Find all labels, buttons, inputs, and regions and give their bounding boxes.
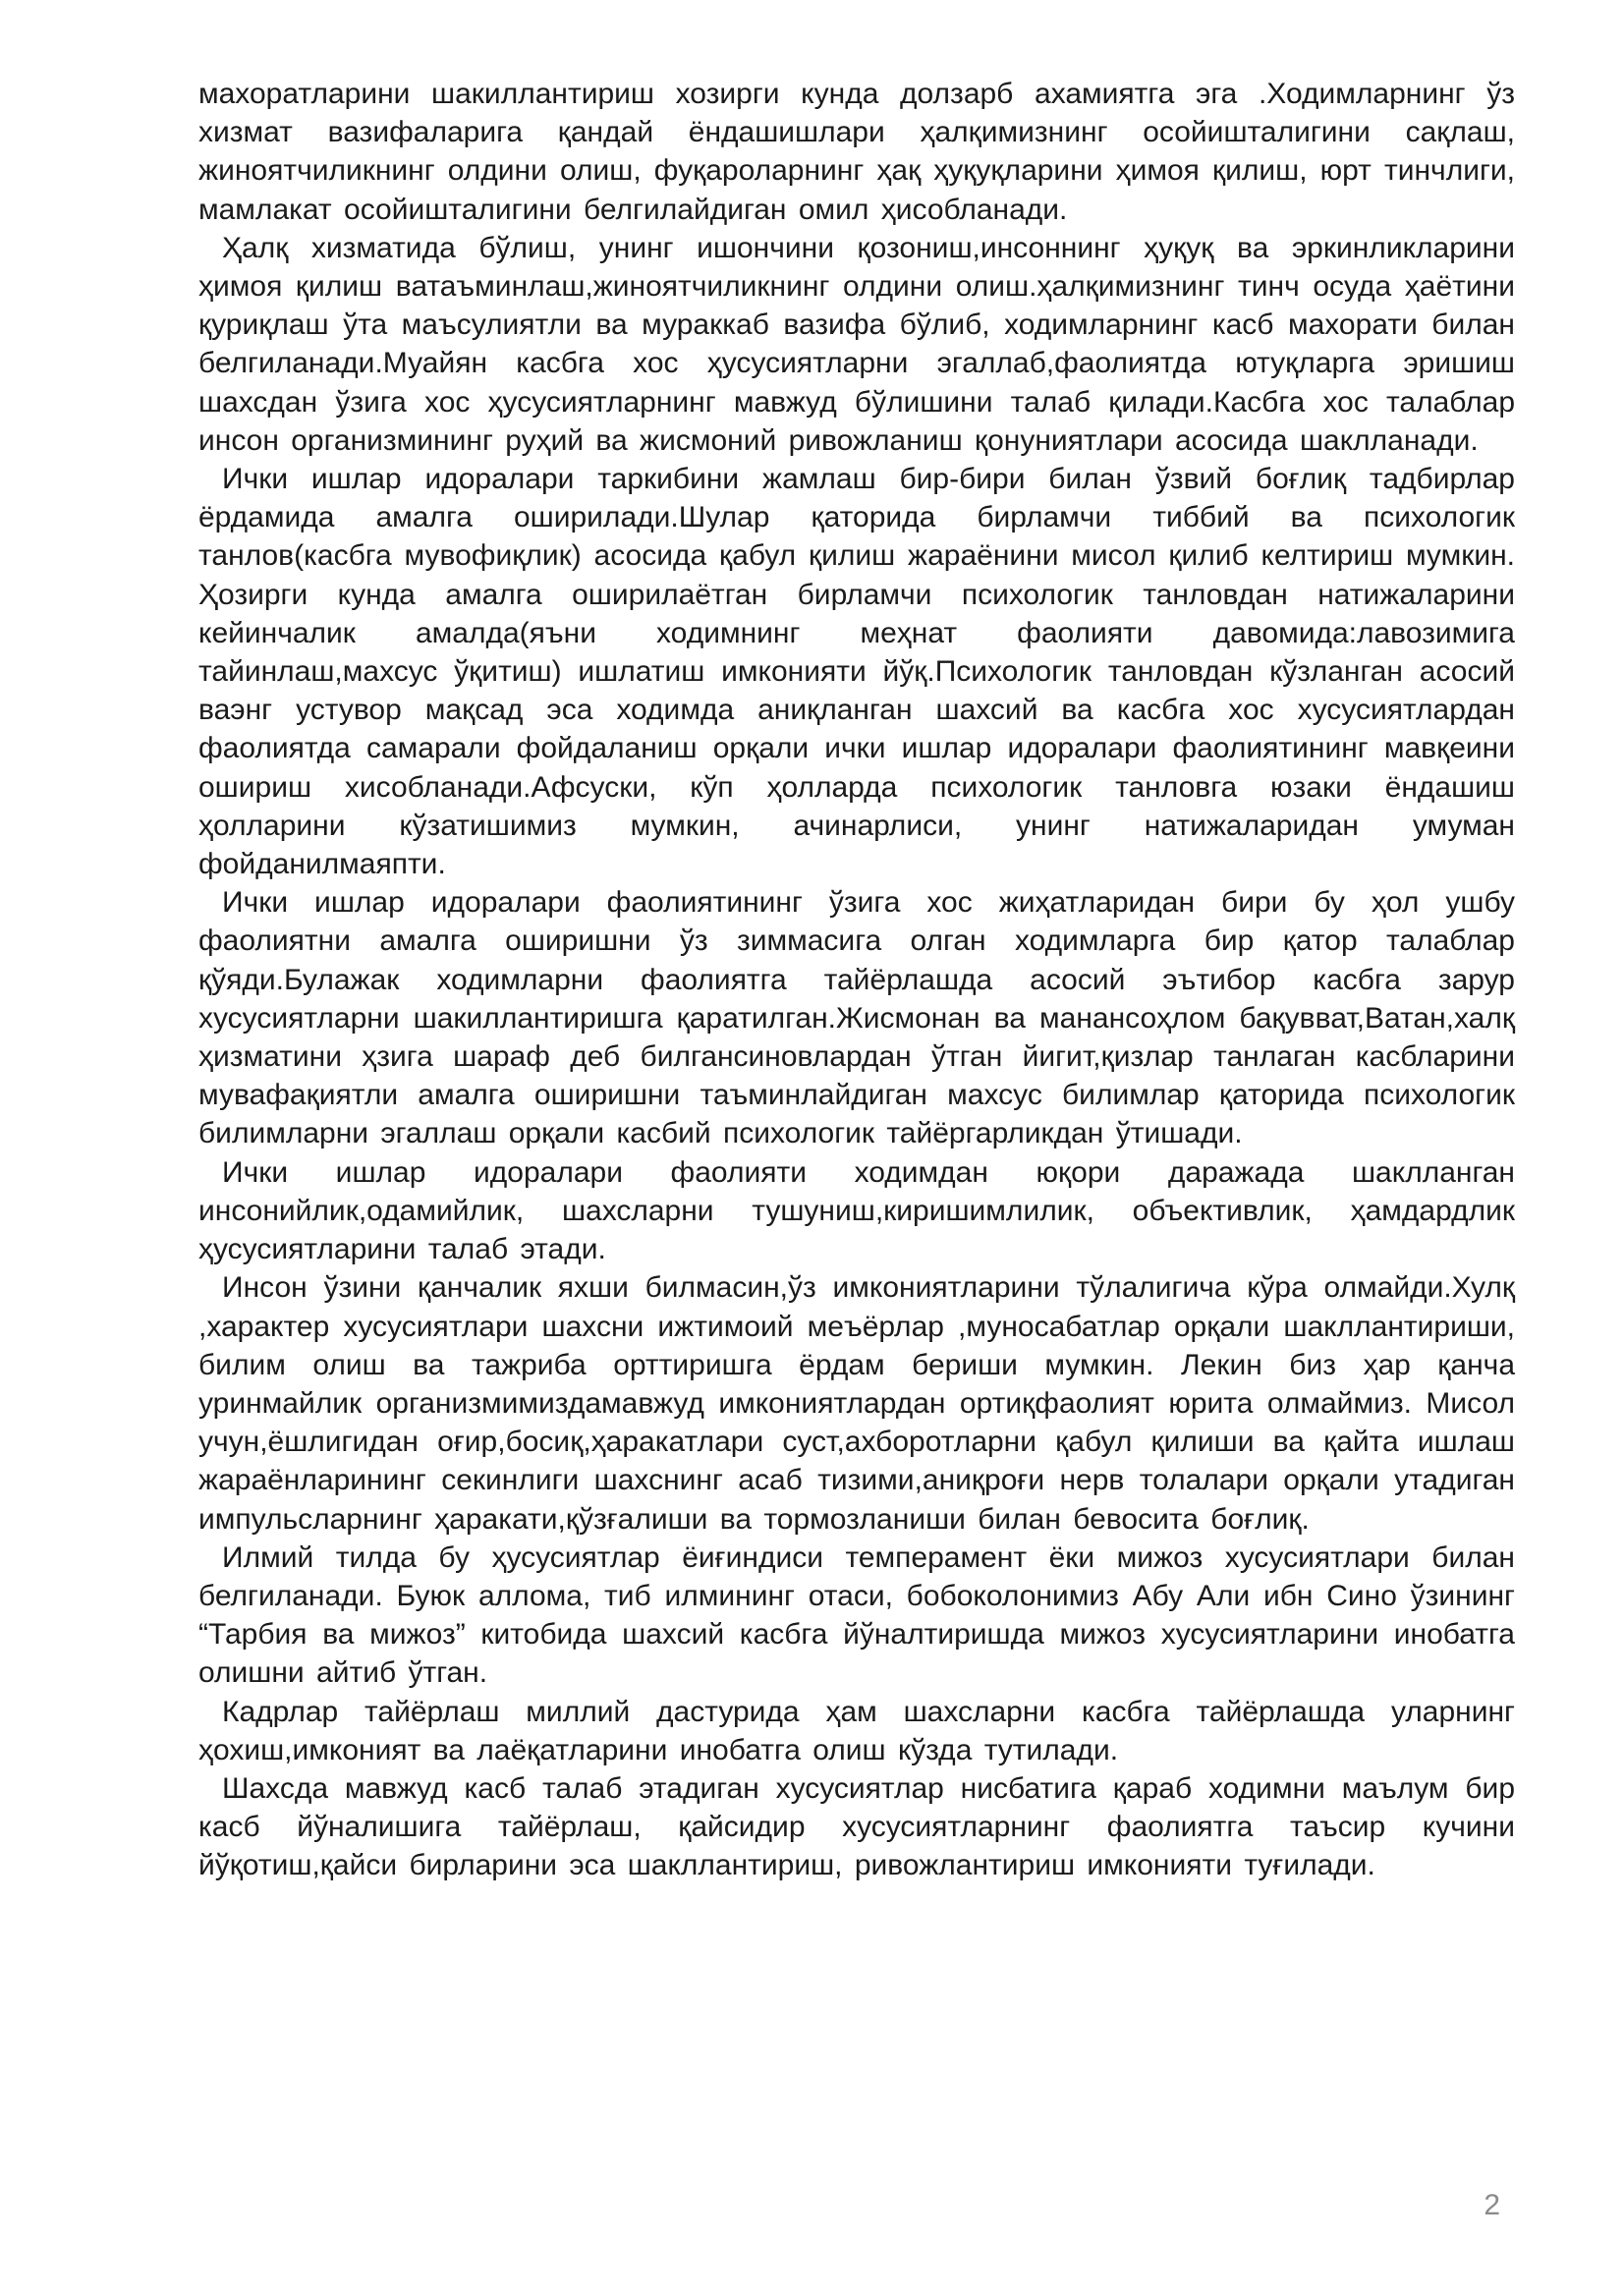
paragraph: Ички ишлар идоралари фаолияти ходимдан юқори даражада шаклланган инсонийлик,одамийлик, шахсларни тушуниш,киришимлилик, объективлик, ҳамдардлик ҳусусиятларини талаб этади.	[198, 1155, 1515, 1266]
paragraph: Инсон ўзини қанчалик яхши билмасин,ўз имкониятларини тўлалигича кўра олмайди.Хулқ ,характер хусусиятлари шахсни ижтимоий меъёрлар ,муносабатлар орқали шакллантириши, билим олиш ва тажриба орттиришга ёрдам бериши мумкин. Лекин биз ҳар қанча уринмайлик организмимиздамавжуд имкониятлардан ортиқфаолият юрита олмаймиз. Мисол учун,ёшлигидан оғир,босиқ,ҳаракатлари суст,ахборотларни қабул қилиши ва қайта ишлаш жараёнларининг секинлиги шахснинг асаб тизими,аниқроғи нерв толалари орқали утадиган импульсларнинг ҳаракати,қўзғалиши ва тормозланиши билан бевосита боғлиқ.	[198, 1271, 1515, 1536]
page-number: 2	[1484, 2189, 1500, 2221]
paragraph: Шахсда мавжуд касб талаб этадиган хусусиятлар нисбатига қараб ходимни маълум бир касб йўналишига тайёрлаш, қайсидир хусусиятларнинг фаолиятга таъсир кучини йўқотиш,қайси бирларини эса шакллантириш, ривожлантириш имконияти туғилади.	[198, 1771, 1515, 1882]
paragraph: Ички ишлар идоралари фаолиятининг ўзига хос жиҳатларидан бири бу ҳол ушбу фаолиятни амалга оширишни ўз зиммасига олган ходимларга бир қатор талаблар қўяди.Булажак ходимларни фаолиятга тайёрлашда асосий эътибор касбга зарур хусусиятларни шакиллантиришга қаратилган.Жисмонан ва манансоҳлом бақувват,Ватан,халқ ҳизматини ҳзига шараф деб билгансиновлардан ўтган йигит,қизлар танлаган касбларини мувафақиятли амалга оширишни таъминлайдиган махсус билимлар қаторида психологик билимларни эгаллаш орқали касбий психологик тайёргарликдан ўтишади.	[198, 886, 1515, 1150]
paragraph: Кадрлар тайёрлаш миллий дастурида ҳам шахсларни касбга тайёрлашда уларнинг ҳохиш,имконият ва лаёқатларини инобатга олиш кўзда тутилади.	[198, 1695, 1515, 1766]
document-body	[198, 75, 1515, 1885]
paragraph: Илмий тилда бу ҳусусиятлар ёиғиндиси темперамент ёки мижоз хусусиятлари билан белгиланади. Буюк аллома, тиб илмининг отаси, бобоколонимиз Абу Али ибн Сино ўзининг “Тарбия ва мижоз” китобида шахсий касбга йўналтиришда мижоз хусусиятларини инобатга олишни айтиб ўтган.	[198, 1540, 1515, 1690]
paragraph: Ички ишлар идоралари таркибини жамлаш бир-бири билан ўзвий боғлиқ тадбирлар ёрдамида амалга оширилади.Шулар қаторида бирламчи тиббий ва психологик танлов(касбга мувофиқлик) асосида қабул қилиш жараёнини мисол қилиб келтириш мумкин. Ҳозирги кунда амалга оширилаётган бирламчи психологик танловдан натижаларини кейинчалик амалда(яъни ходимнинг меҳнат фаолияти давомида:лавозимига тайинлаш,махсус ўқитиш) ишлатиш имконияти йўқ.Психологик танловдан кўзланган асосий ваэнг устувор мақсад эса ходимда аниқланган шахсий ва касбга хос хусусиятлардан фаолиятда самарали фойдаланиш орқали ички ишлар идоралари фаолиятининг мавқеини ошириш хисобланади.Афсуски, кўп ҳолларда психологик танловга юзаки ёндашиш ҳолларини кўзатишимиз мумкин, ачинарлиси, унинг натижаларидан умуман фойданилмаяпти.	[198, 463, 1515, 881]
paragraph: Ҳалқ хизматида бўлиш, унинг ишончини қозониш,инсоннинг ҳуқуқ ва эркинликларини ҳимоя қилиш ватаъминлаш,жиноятчиликнинг олдини олиш.ҳалқимизнинг тинч осуда ҳаётини қуриқлаш ўта маъсулиятли ва мураккаб вазифа бўлиб, ходимларнинг касб махорати билан белгиланади.Муайян касбга хос ҳусусиятларни эгаллаб,фаолиятда ютуқларга эришиш шахсдан ўзига хос ҳусусиятларнинг мавжуд бўлишини талаб қилади.Касбга хос талаблар инсон организмининг руҳий ва жисмоний ривожланиш қонуниятлари асосида шаклланади.	[198, 231, 1515, 457]
paragraph: махоратларини шакиллантириш хозирги кунда долзарб ахамиятга эга .Ходимларнинг ўз хизмат вазифаларига қандай ёндашишлари ҳалқимизнинг осойишталигини сақлаш, жиноятчиликнинг олдини олиш, фуқароларнинг ҳақ ҳуқуқларини ҳимоя қилиш, юрт тинчлиги, мамлакат осойишталигини белгилайдиган омил ҳисобланади.	[198, 78, 1515, 226]
